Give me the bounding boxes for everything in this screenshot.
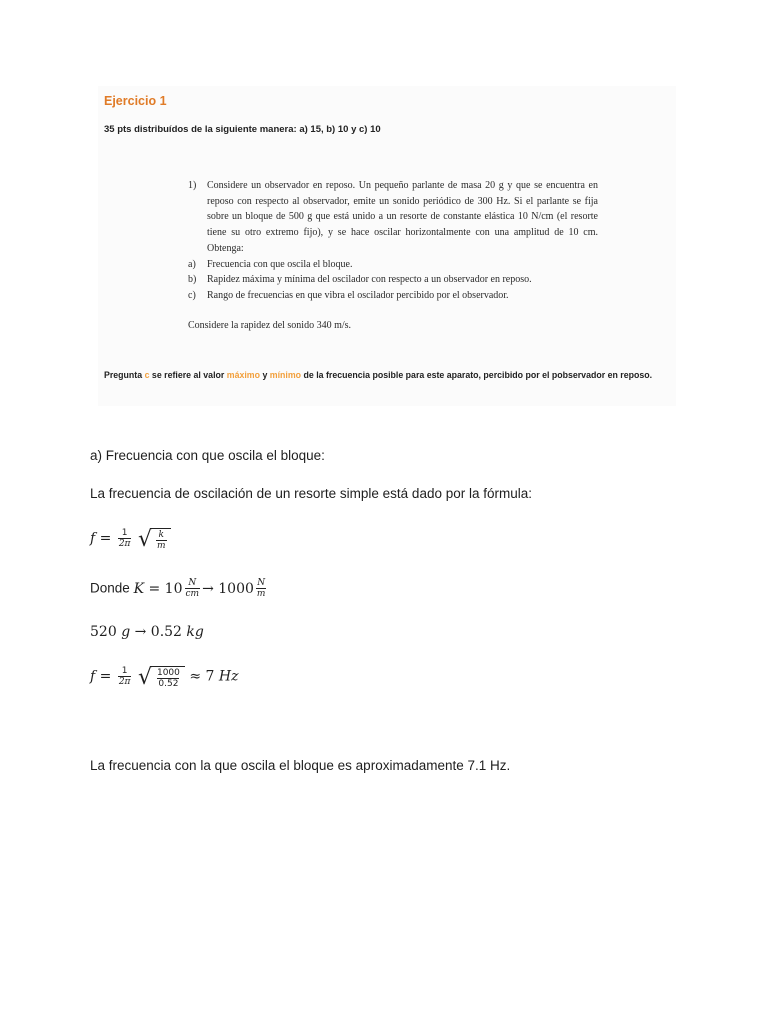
formula-f: f xyxy=(90,668,96,685)
item-text: Frecuencia con que oscila el bloque. xyxy=(207,258,353,270)
sound-speed-note: Considere la rapidez del sonido 340 m/s. xyxy=(188,319,352,331)
exercise-statement-image xyxy=(98,86,676,406)
numerator: 1000 xyxy=(156,668,180,678)
radical-sign: √ xyxy=(137,527,152,552)
exercise-points: 35 pts distribuídos de la siguiente manera: a) 15, b) 10 y c) 10 xyxy=(104,124,381,135)
problem-item xyxy=(188,257,598,273)
note-highlight-c: c xyxy=(144,370,150,380)
question-c-note xyxy=(104,369,670,381)
approx-sign: ≈ xyxy=(189,668,202,685)
note-highlight-min: mínimo xyxy=(269,370,302,380)
numerator: N xyxy=(188,578,197,588)
denominator: cm xyxy=(185,589,200,599)
arrow: → xyxy=(134,624,147,640)
item-letter: a) xyxy=(188,258,196,270)
symbol-k: K xyxy=(133,580,145,597)
denominator: m xyxy=(156,541,166,551)
item-text: Rango de frecuencias en que vibra el oscilador percibido por el observador. xyxy=(207,289,509,301)
formula-eq: = xyxy=(99,530,112,547)
denominator: 2π xyxy=(118,677,131,687)
sqrt-k-over-m xyxy=(138,526,171,551)
denominator: 2π xyxy=(118,539,131,549)
denominator: 0.52 xyxy=(158,679,179,689)
sqrt-value xyxy=(138,664,185,689)
result-value: 7 xyxy=(205,668,215,685)
note-highlight-max: máximo xyxy=(226,370,260,380)
answer-conclusion: La frecuencia con la que oscila el bloque es aproximadamente 7.1 Hz. xyxy=(90,758,511,773)
numerator: k xyxy=(158,530,164,540)
fraction-1-over-2pi xyxy=(118,528,132,549)
problem-text: Considere un observador en reposo. Un pequeño parlante de masa 20 g y que se encuentra en reposo con respecto al observador, emite un sonido periódico de 300 Hz. Si el parlante se fija sobre un bloque de 500 g que está unido a un resorte de constante elástica 10 N/cm (el resorte tiene su otro extremo fijo), y se hace oscilar horizontalmente con una amplitud de 10 cm. Obtenga: xyxy=(207,180,598,254)
note-text: y xyxy=(260,370,270,380)
item-text: Rapidez máxima y mínima del oscilador con respecto a un observador en reposo. xyxy=(207,274,532,286)
mass-value-kg: 0.52 xyxy=(150,624,182,640)
note-text: Pregunta xyxy=(104,370,145,380)
problem-item xyxy=(188,288,598,304)
answer-heading: a) Frecuencia con que oscila el bloque: xyxy=(90,448,325,463)
eq: = xyxy=(148,580,161,597)
denominator: m xyxy=(256,589,266,599)
note-text: de la frecuencia posible para este aparato, percibido por el pobservador en reposo. xyxy=(301,370,653,380)
donde-label: Donde xyxy=(90,580,130,596)
radical-sign: √ xyxy=(137,665,152,690)
answer-intro: La frecuencia de oscilación de un resorte simple está dado por la fórmula: xyxy=(90,486,532,501)
numerator: 1 xyxy=(121,666,128,676)
mass-conversion xyxy=(90,624,204,640)
frequency-calculation xyxy=(90,664,238,689)
frequency-formula xyxy=(90,526,171,551)
numerator: N xyxy=(257,578,266,588)
unit-kg: kg xyxy=(186,624,204,640)
note-text: se refiere al valor xyxy=(149,370,227,380)
item-letter: b) xyxy=(188,274,197,286)
result-unit: Hz xyxy=(218,668,239,685)
numerator: 1 xyxy=(121,528,128,538)
arrow: → xyxy=(202,580,214,597)
formula-eq: = xyxy=(99,668,112,685)
item-letter: c) xyxy=(188,289,196,301)
problem-number: 1) xyxy=(188,180,197,191)
problem-block xyxy=(188,178,598,333)
value-10: 10 xyxy=(164,580,183,597)
value-1000: 1000 xyxy=(218,580,254,597)
spring-constant-line xyxy=(90,578,268,599)
exercise-title: Ejercicio 1 xyxy=(104,94,167,108)
mass-value: 520 xyxy=(90,624,117,640)
problem-item xyxy=(188,272,598,288)
formula-f: f xyxy=(90,530,96,547)
unit-g: g xyxy=(121,624,131,640)
